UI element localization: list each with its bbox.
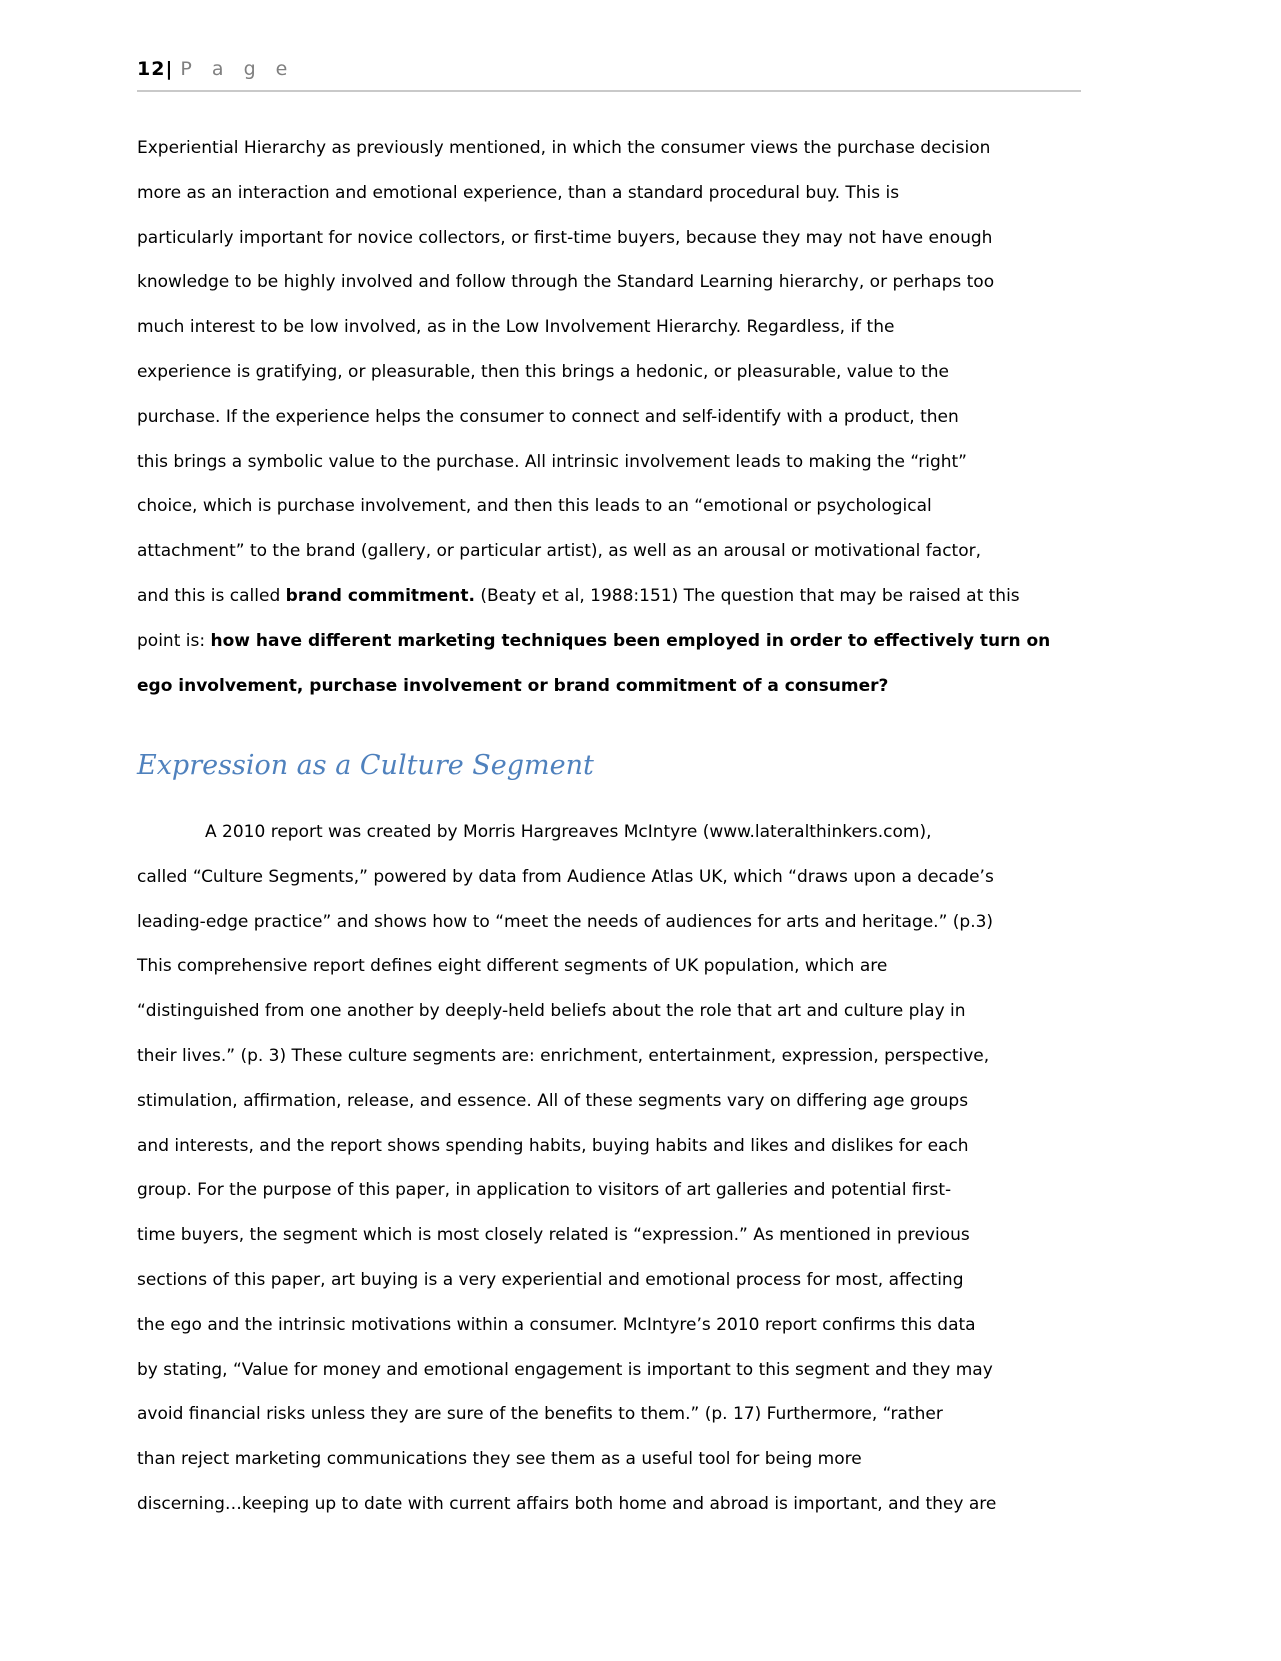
page-number: 12| [137,58,174,80]
text-run: A 2010 report was created by Morris Hargreaves McIntyre (www.lateralthinkers.com), [205,822,932,842]
paragraph-expression-culture-segment [137,810,1147,1527]
text-line [137,1437,1147,1482]
text-line [137,1213,1147,1258]
text-run: time buyers, the segment which is most closely related is “expression.” As mentioned in previous [137,1225,970,1246]
text-line [137,1348,1147,1393]
text-run: “distinguished from one another by deeply-held beliefs about the role that art and culture play in [137,1001,966,1022]
text-line [137,989,1147,1034]
text-line [137,1258,1147,1303]
text-line [137,395,1147,440]
text-line [137,1303,1147,1348]
text-line [137,1124,1147,1169]
text-run: much interest to be low involved, as in the Low Involvement Hierarchy. Regardless, if the [137,317,895,338]
text-line [137,484,1147,529]
text-line [137,216,1147,261]
text-line [137,1034,1147,1079]
text-run: group. For the purpose of this paper, in application to visitors of art galleries and potential first- [137,1180,952,1201]
text-run: called “Culture Segments,” powered by data from Audience Atlas UK, which “draws upon a decade’s [137,866,994,887]
text-line [137,305,1147,350]
text-line [137,440,1147,485]
text-line [137,1079,1147,1124]
bold-text-run: how have different marketing techniques been employed in order to effectively turn on [210,630,1051,651]
text-run: discerning…keeping up to date with current affairs both home and abroad is important, and they are [137,1493,997,1514]
section-heading: Expression as a Culture Segment [137,750,594,781]
bold-text-run: brand commitment. [285,585,475,606]
text-line [137,944,1147,989]
text-run: and this is called [137,585,286,606]
text-line [137,574,1147,619]
text-run: purchase. If the experience helps the consumer to connect and self-identify with a product, then [137,406,959,427]
page-word: P a g e [180,58,295,80]
text-run: stimulation, affirmation, release, and essence. All of these segments vary on differing age groups [137,1090,969,1111]
text-line [137,126,1147,171]
text-line [137,810,1147,855]
text-run: than reject marketing communications they see them as a useful tool for being more [137,1449,862,1470]
text-run: knowledge to be highly involved and follow through the Standard Learning hierarchy, or perhaps too [137,272,995,293]
text-run: Experiential Hierarchy as previously mentioned, in which the consumer views the purchase decision [137,138,991,158]
page-header [137,58,294,80]
bold-text-run: ego involvement, purchase involvement or brand commitment of a consumer? [137,675,889,696]
text-line [137,855,1147,900]
text-line [137,350,1147,395]
header-divider-rule [137,90,1081,92]
text-line [137,900,1147,945]
text-line [137,1482,1147,1527]
text-run: leading-edge practice” and shows how to “meet the needs of audiences for arts and heritage.” (p.3) [137,911,994,932]
text-run: choice, which is purchase involvement, and then this leads to an “emotional or psychological [137,496,932,517]
text-run: attachment” to the brand (gallery, or particular artist), as well as an arousal or motivational factor, [137,541,982,562]
text-line [137,619,1147,664]
text-run: more as an interaction and emotional experience, than a standard procedural buy. This is [137,182,900,203]
text-run: particularly important for novice collectors, or first-time buyers, because they may not have enough [137,227,993,248]
text-run: avoid financial risks unless they are sure of the benefits to them.” (p. 17) Furthermore, “rather [137,1404,943,1425]
text-line [137,529,1147,574]
text-line [137,1392,1147,1437]
text-run: and interests, and the report shows spending habits, buying habits and likes and dislikes for each [137,1135,969,1156]
text-run: this brings a symbolic value to the purchase. All intrinsic involvement leads to making the “right” [137,451,967,472]
text-run: sections of this paper, art buying is a very experiential and emotional process for most, affecting [137,1269,964,1290]
text-run: point is: [137,630,211,651]
text-line [137,260,1147,305]
text-line [137,664,1147,709]
paragraph-experiential-hierarchy [137,126,1147,708]
text-run: the ego and the intrinsic motivations within a consumer. McIntyre’s 2010 report confirms this data [137,1314,976,1335]
text-run: by stating, “Value for money and emotional engagement is important to this segment and they may [137,1359,993,1380]
text-run: (Beaty et al, 1988:151) The question that may be raised at this [474,585,1020,606]
text-line [137,171,1147,216]
text-run: This comprehensive report defines eight different segments of UK population, which are [137,956,888,977]
text-line [137,1168,1147,1213]
text-run: their lives.” (p. 3) These culture segments are: enrichment, entertainment, expression, perspective, [137,1045,990,1066]
text-run: experience is gratifying, or pleasurable, then this brings a hedonic, or pleasurable, value to the [137,361,949,382]
